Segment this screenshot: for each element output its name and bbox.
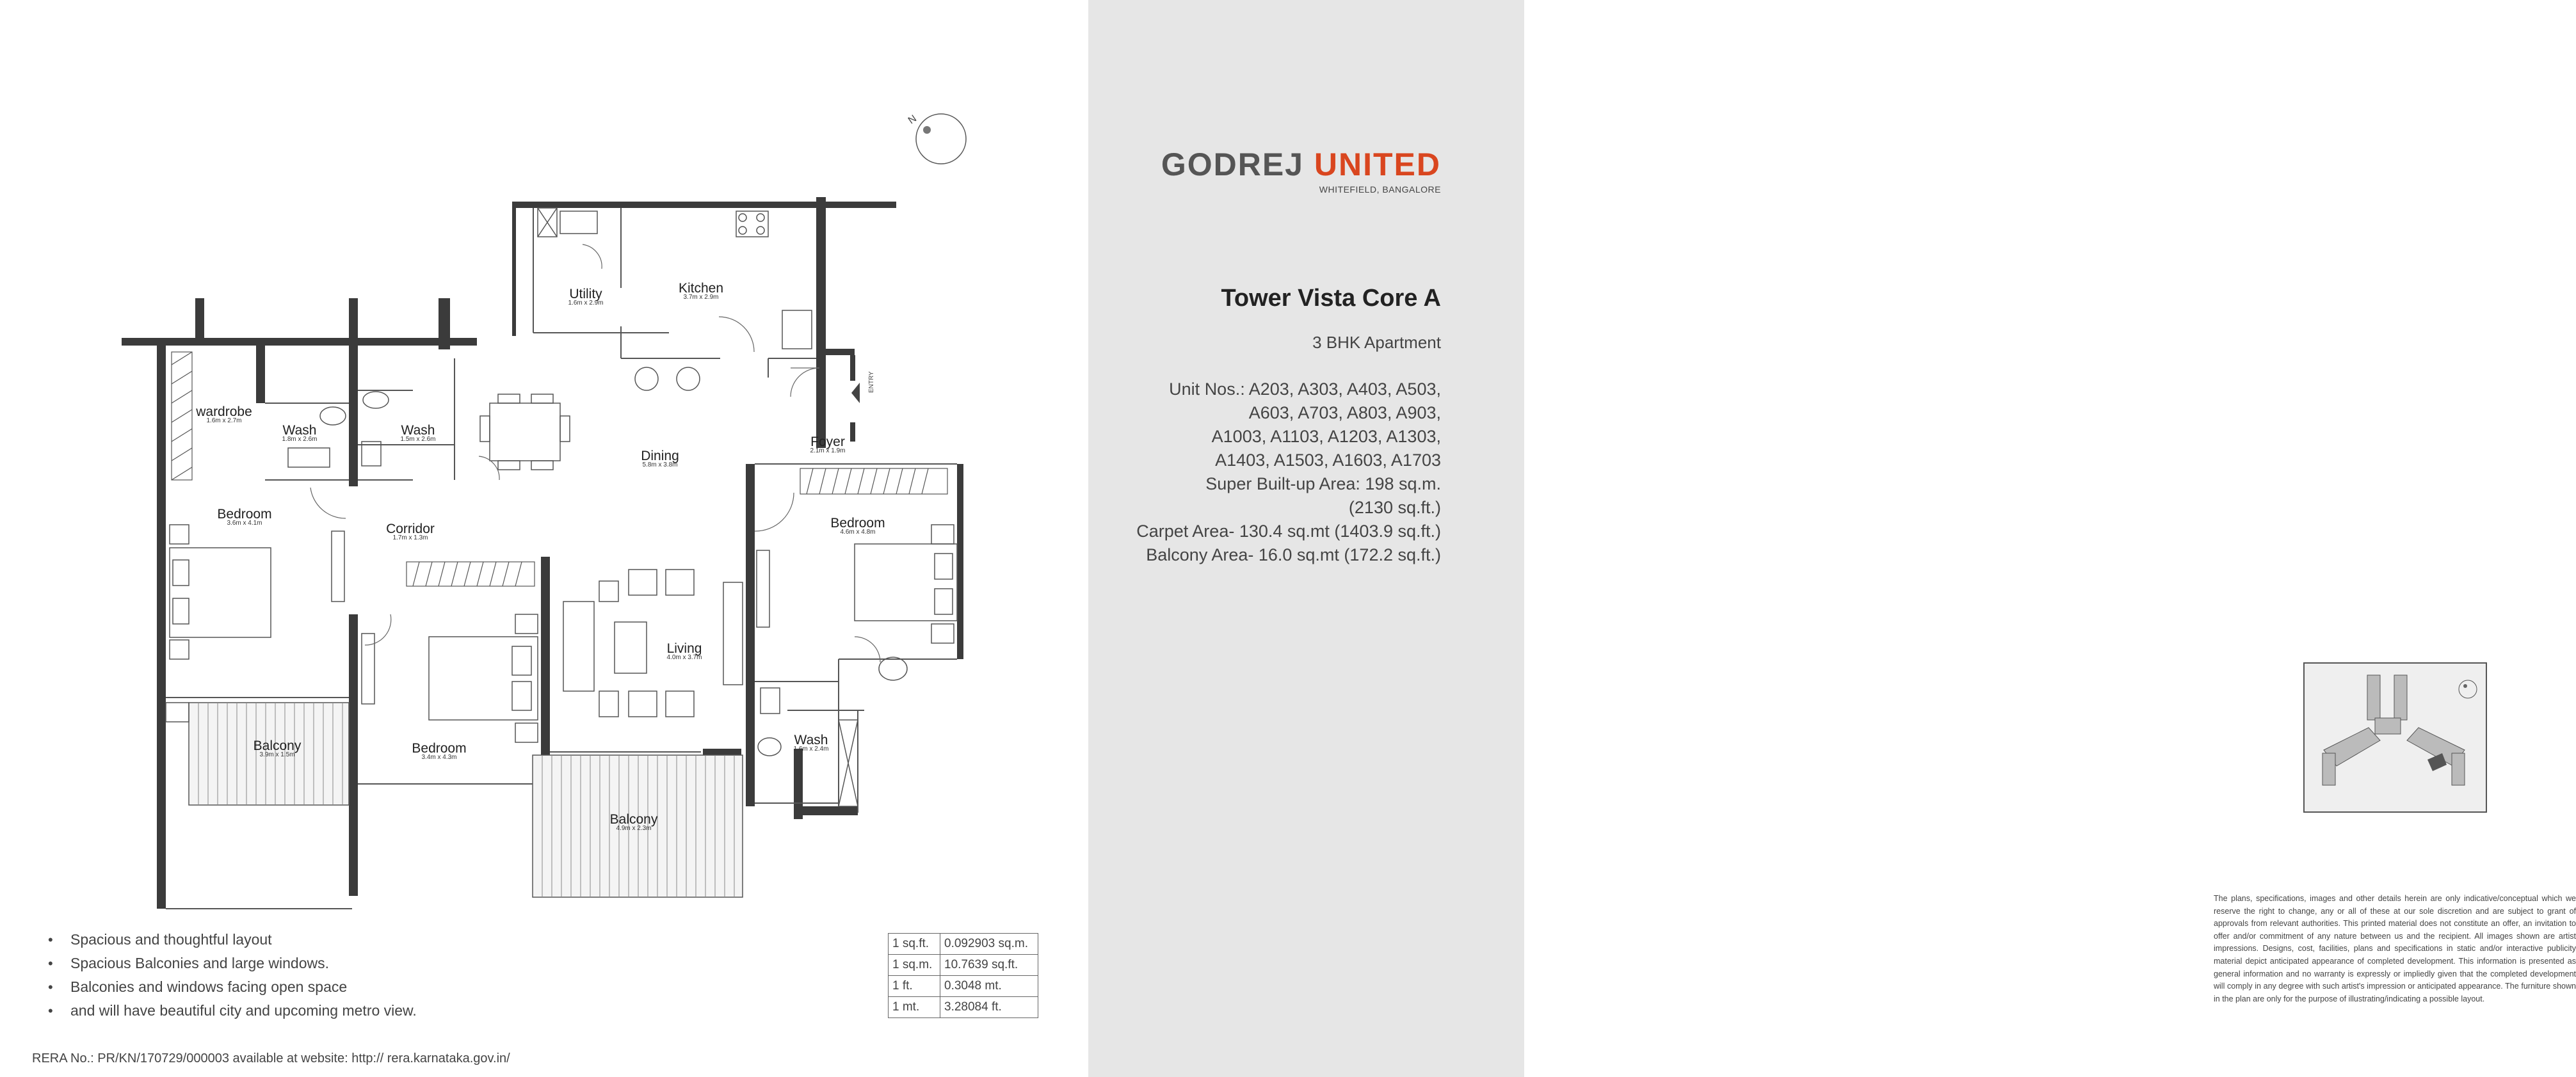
- wardrobe-dims: 1.6m x 2.7m: [206, 417, 242, 424]
- bedroom-3-name: Bedroom: [412, 741, 467, 756]
- dining-dims: 5.8m x 3.8m: [642, 461, 678, 468]
- bedroom-2-dims: 4.6m x 4.8m: [840, 529, 876, 536]
- feature-item: • Spacious and thoughtful layout: [48, 928, 417, 952]
- conversion-value: 0.092903 sq.m.: [940, 934, 1038, 955]
- conversion-value: 3.28084 ft.: [940, 997, 1038, 1018]
- utility-dims: 1.6m x 2.9m: [568, 299, 604, 307]
- floor-plan: [96, 96, 979, 896]
- room-labels: [195, 281, 885, 832]
- conversion-value: 10.7639 sq.ft.: [940, 955, 1038, 976]
- bedroom-1-dims: 3.6m x 4.1m: [227, 520, 262, 527]
- apartment-type: 3 BHK Apartment: [1312, 333, 1441, 352]
- bedroom-1-name: Bedroom: [217, 507, 272, 522]
- info-line: A1403, A1503, A1603, A1703: [1215, 451, 1441, 470]
- rera-notice: RERA No.: PR/KN/170729/000003 available at website: http:// rera.karnataka.gov.in/: [32, 1051, 510, 1065]
- table-row: [889, 997, 1038, 1018]
- living-dims: 4.0m x 3.7m: [666, 654, 702, 661]
- info-line: A1003, A1103, A1203, A1303,: [1211, 427, 1441, 446]
- table-row: [889, 976, 1038, 997]
- conversion-unit: 1 sq.m.: [889, 955, 940, 976]
- bedroom-2-name: Bedroom: [830, 516, 885, 531]
- foyer-dims: 2.1m x 1.9m: [810, 447, 846, 454]
- north-compass-icon: [906, 113, 966, 164]
- tower-title: Tower Vista Core A: [1221, 285, 1441, 312]
- table-row: [889, 934, 1038, 955]
- brand-name-right: UNITED: [1314, 147, 1441, 182]
- balcony-left: [166, 703, 349, 805]
- brand-name-left: GODREJ: [1161, 147, 1304, 182]
- info-line: Super Built-up Area: 198 sq.m.: [1205, 474, 1441, 493]
- bedroom-3-dims: 3.4m x 4.3m: [421, 754, 457, 761]
- table-row: [889, 955, 1038, 976]
- brand-logo: [1161, 146, 1441, 183]
- kitchen-dims: 3.7m x 2.9m: [683, 294, 719, 301]
- wash-3-dims: 1.6m x 2.4m: [793, 746, 829, 753]
- key-plan-drawing: [2305, 664, 2486, 811]
- feature-item-continuation: [48, 999, 417, 1023]
- balcony-2-dims: 4.9m x 2.3m: [616, 825, 652, 832]
- compass-label: N: [906, 113, 919, 127]
- wash-1-dims: 1.8m x 2.6m: [282, 436, 318, 443]
- conversion-unit: 1 sq.ft.: [889, 934, 940, 955]
- info-line: Balcony Area- 16.0 sq.mt (172.2 sq.ft.): [1146, 545, 1441, 564]
- corridor-dims: 1.7m x 1.3m: [392, 534, 428, 541]
- conversion-unit: 1 mt.: [889, 997, 940, 1018]
- kitchen-name: Kitchen: [678, 281, 724, 296]
- conversion-table: [888, 933, 1038, 1018]
- brand-location: WHITEFIELD, BANGALORE: [1319, 184, 1441, 195]
- info-panel: [1088, 0, 2576, 1077]
- wash-3-name: Wash: [794, 733, 828, 747]
- dining-name: Dining: [641, 449, 679, 463]
- disclaimer: The plans, specifications, images and other details herein are only indicative/conceptual which we reserve the right to change, any or all of these at our sole discretion and are subject to grant of approvals from relevant authorities. This printed material does not constitute an offer, an invitation to offer and/or commitment of any nature between us and the recipient. All images shown are artist impressions. Designs, cost, facilities, plans and specifications in static and/or interactive publicity material depict anticipated appearance of completed development. This information is presented as general information and no warranty is expressly or impliedly given that the completed development will comply in any degree with such artist's impression or anticipated appearance. The furniture shown in the plan are only for the purpose of illustrating/indicating a possible layout.: [2214, 894, 2576, 1003]
- wash-2-dims: 1.5m x 2.6m: [400, 436, 436, 443]
- doors: [310, 244, 880, 662]
- key-plan: [2303, 662, 2487, 813]
- wardrobe-name: wardrobe: [196, 404, 252, 419]
- conversion-value: 0.3048 mt.: [940, 976, 1038, 997]
- feature-item: • Spacious Balconies and large windows.: [48, 952, 417, 975]
- living-name: Living: [666, 641, 702, 656]
- wash-1-name: Wash: [282, 423, 317, 438]
- entry-label: ENTRY: [868, 371, 875, 393]
- corridor-name: Corridor: [386, 522, 435, 536]
- balcony-2-name: Balcony: [609, 812, 658, 827]
- balcony-1-name: Balcony: [253, 738, 302, 753]
- utility-name: Utility: [569, 287, 602, 301]
- balcony-1-dims: 3.9m x 1.5m: [259, 751, 295, 758]
- info-line: (2130 sq.ft.): [1348, 498, 1441, 517]
- wardrobes: [172, 352, 947, 586]
- feature-list: [48, 928, 417, 1023]
- info-line: Unit Nos.: A203, A303, A403, A503,: [1169, 379, 1441, 399]
- unit-info: [1044, 378, 1441, 567]
- wash-2-name: Wash: [401, 423, 435, 438]
- feature-continuation-text: and will have beautiful city and upcoming metro view.: [70, 1002, 417, 1019]
- info-line: Carpet Area- 130.4 sq.mt (1403.9 sq.ft.): [1136, 522, 1441, 541]
- info-line: A603, A703, A803, A903,: [1248, 403, 1441, 422]
- foyer-name: Foyer: [810, 435, 845, 449]
- feature-item: • Balconies and windows facing open space: [48, 975, 417, 999]
- conversion-unit: 1 ft.: [889, 976, 940, 997]
